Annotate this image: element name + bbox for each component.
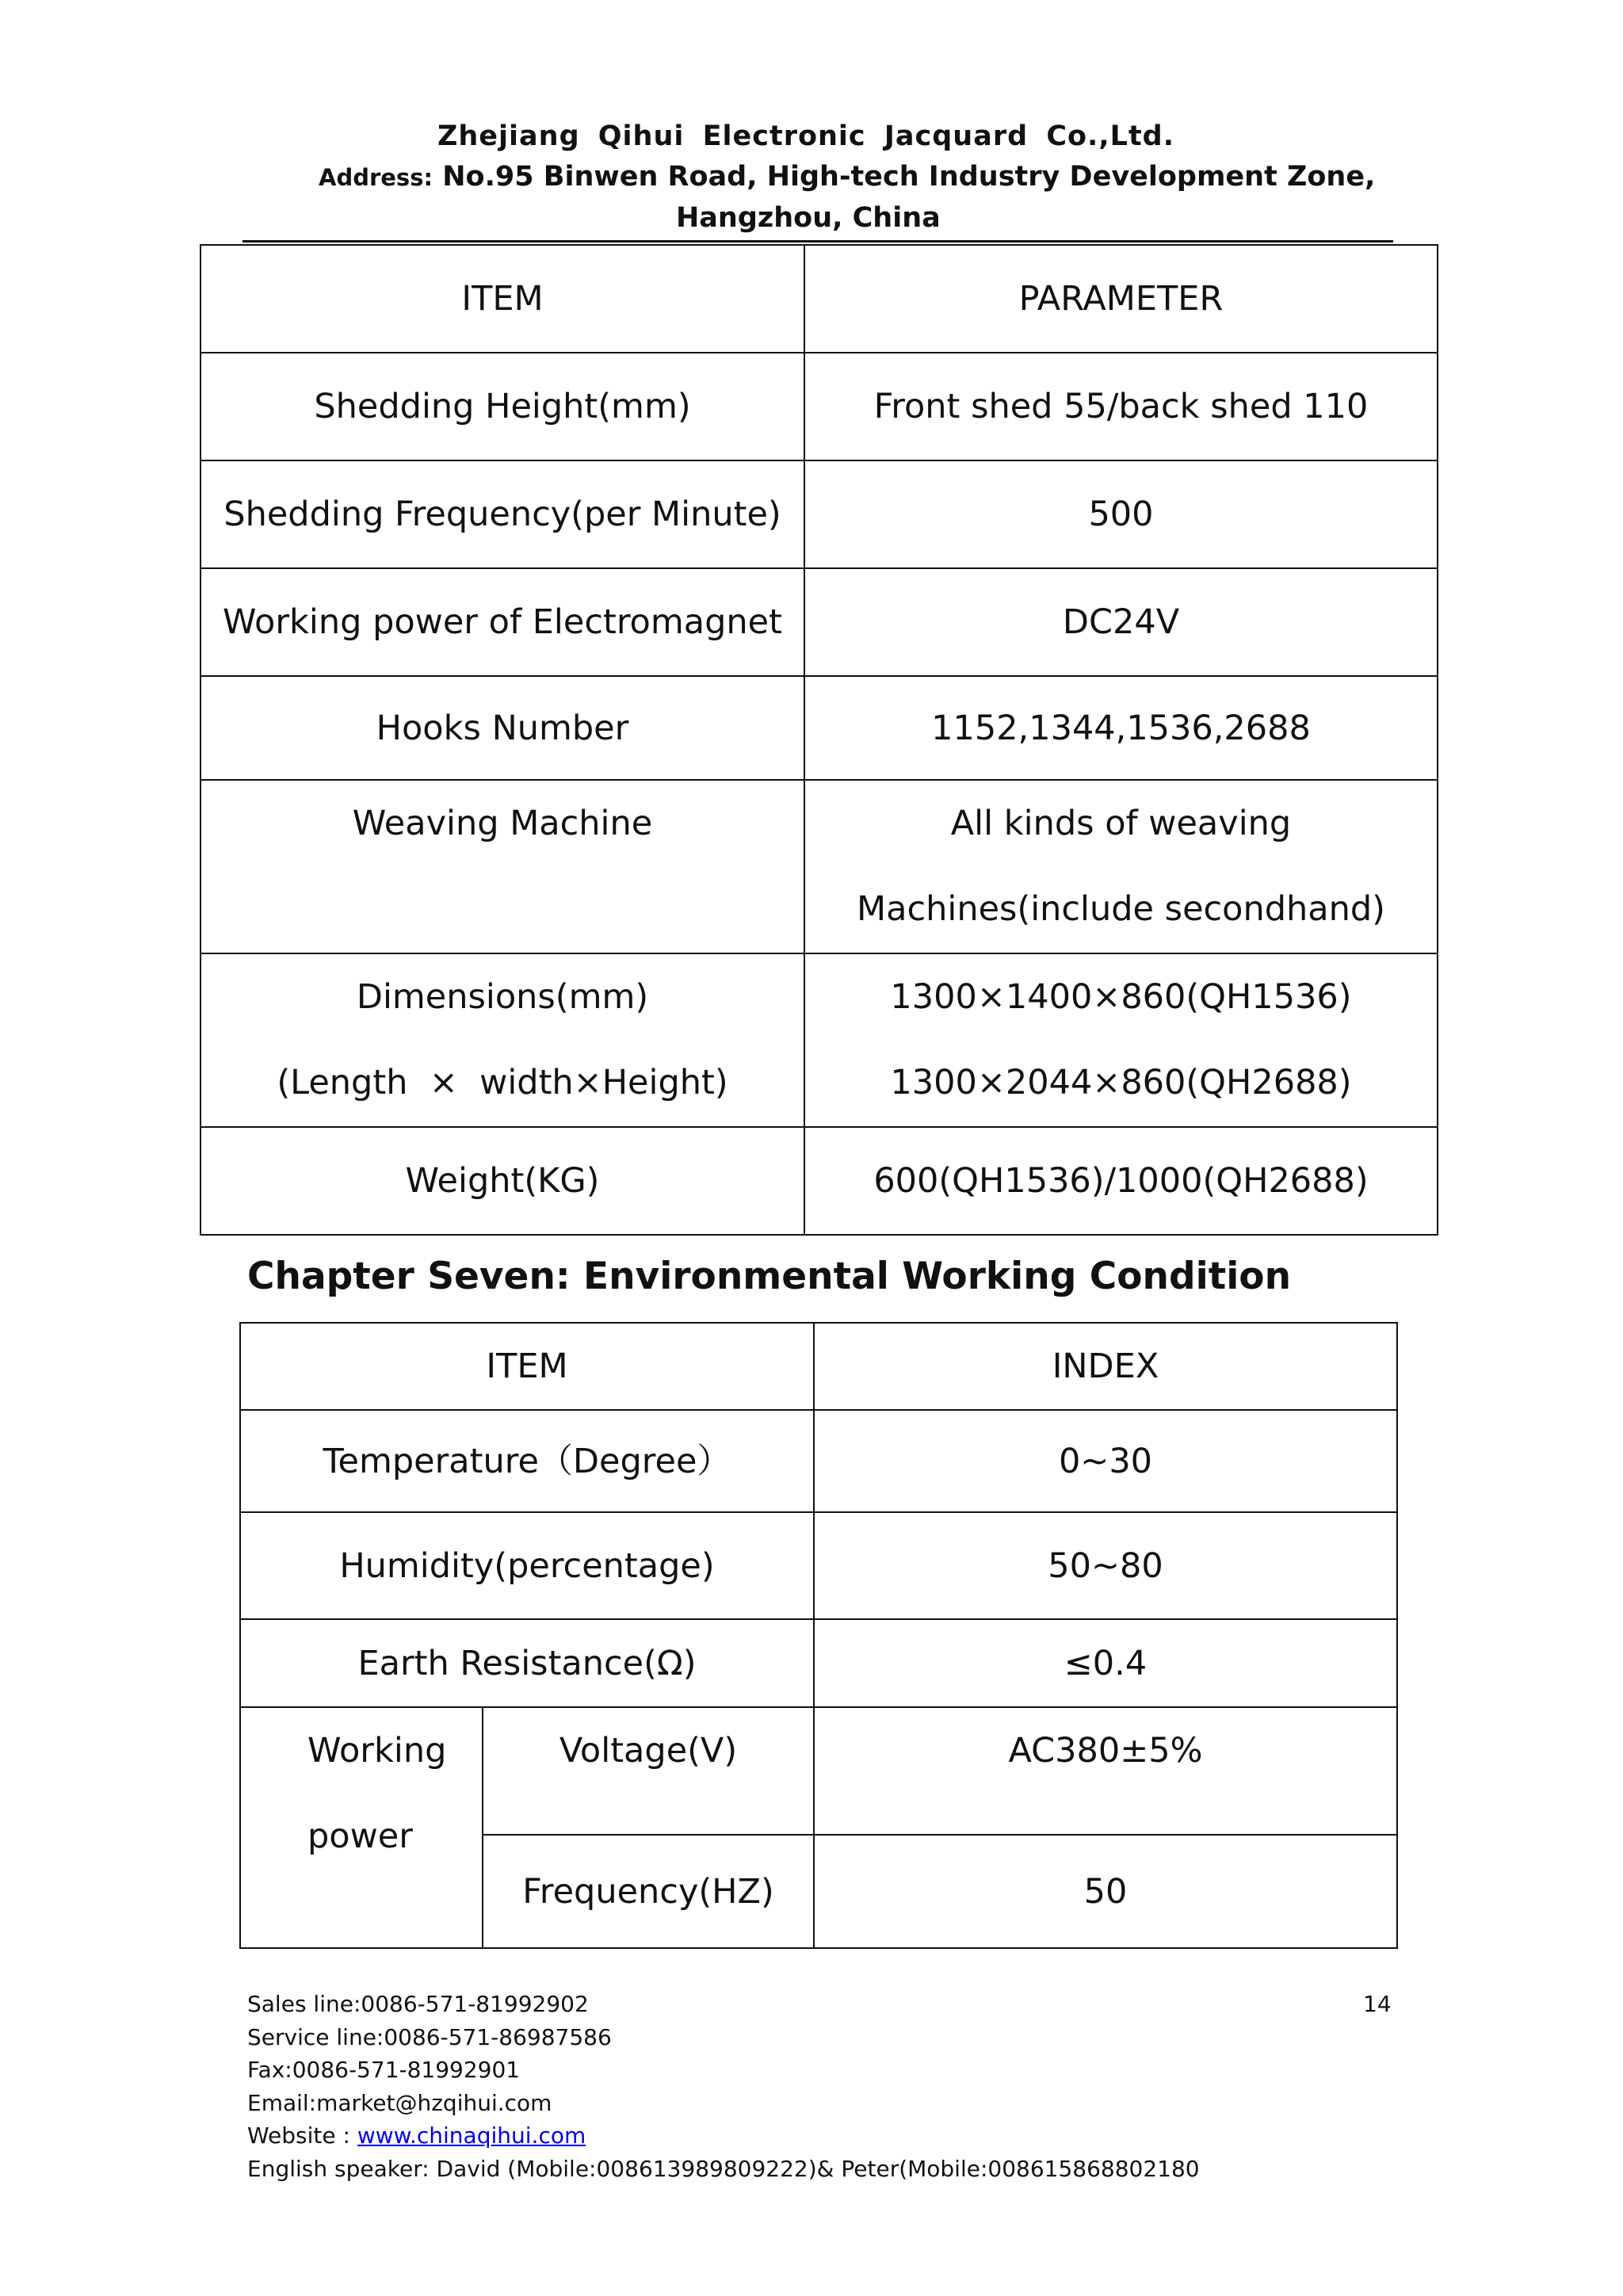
table-header-row bbox=[200, 245, 1438, 353]
table-row bbox=[200, 568, 1438, 676]
working-power-line: power bbox=[307, 1817, 413, 1856]
row-item-cell: Temperature（Degree） bbox=[240, 1410, 814, 1512]
row-value-cell: Front shed 55/back shed 110 bbox=[804, 353, 1438, 460]
row-value-cell: 1152,1344,1536,2688 bbox=[804, 676, 1438, 780]
row-value-cell: 50~80 bbox=[814, 1512, 1397, 1619]
website-label: Website : bbox=[247, 2122, 357, 2149]
row-item-cell: Earth Resistance(Ω) bbox=[240, 1619, 814, 1707]
value-line: 1300×2044×860(QH2688) bbox=[890, 1063, 1352, 1102]
sales-line: Sales line:0086-571-81992902 bbox=[247, 1991, 589, 2017]
table-header-row bbox=[240, 1323, 1397, 1410]
row-value-cell: 600(QH1536)/1000(QH2688) bbox=[804, 1127, 1438, 1235]
row-item-cell: Humidity(percentage) bbox=[240, 1512, 814, 1619]
website-line bbox=[247, 2119, 1200, 2153]
row-value-cell: DC24V bbox=[804, 568, 1438, 676]
table-row bbox=[200, 1127, 1438, 1235]
working-power-line: Working bbox=[307, 1731, 447, 1771]
environment-table bbox=[239, 1322, 1398, 1949]
header-cell-parameter: PARAMETER bbox=[804, 245, 1438, 353]
row-item-cell bbox=[200, 953, 804, 1127]
working-power-cell bbox=[240, 1707, 483, 1948]
value-line: Machines(include secondhand) bbox=[857, 889, 1385, 929]
row-item-cell: Shedding Frequency(per Minute) bbox=[200, 460, 804, 568]
table-row bbox=[240, 1512, 1397, 1619]
company-address bbox=[319, 161, 1623, 193]
email-line: Email:market@hzqihui.com bbox=[247, 2089, 552, 2116]
row-value-cell: 0~30 bbox=[814, 1410, 1397, 1512]
row-item-cell: Weight(KG) bbox=[200, 1127, 804, 1235]
row-value-cell bbox=[804, 953, 1438, 1127]
row-value-cell: ≤0.4 bbox=[814, 1619, 1397, 1707]
row-item-cell: Weaving Machine bbox=[200, 780, 804, 953]
value-line: 1300×1400×860(QH1536) bbox=[890, 977, 1352, 1017]
voltage-value-cell: AC380±5% bbox=[814, 1707, 1397, 1835]
spec-table bbox=[200, 244, 1438, 1236]
item-line: Dimensions(mm) bbox=[356, 977, 649, 1017]
table-row bbox=[200, 676, 1438, 780]
chapter-title: Chapter Seven: Environmental Working Condition bbox=[247, 1255, 1292, 1298]
address-text: No.95 Binwen Road, High-tech Industry Development Zone, bbox=[442, 161, 1376, 193]
table-row bbox=[200, 780, 1438, 953]
row-value-cell: 500 bbox=[804, 460, 1438, 568]
company-name: Zhejiang Qihui Electronic Jacquard Co.,Ltd. bbox=[437, 120, 1175, 152]
header-cell-item: ITEM bbox=[240, 1323, 814, 1410]
english-speaker-line: English speaker: David (Mobile:008613989809222)& Peter(Mobile:008615868802180 bbox=[247, 2155, 1200, 2182]
row-item-cell: Shedding Height(mm) bbox=[200, 353, 804, 460]
frequency-item-cell: Frequency(HZ) bbox=[483, 1835, 814, 1948]
footer-contact bbox=[247, 1988, 1200, 2185]
row-item-cell: Working power of Electromagnet bbox=[200, 568, 804, 676]
header-cell-item: ITEM bbox=[200, 245, 804, 353]
website-link[interactable]: www.chinaqihui.com bbox=[357, 2122, 586, 2149]
address-label: Address: bbox=[319, 164, 433, 191]
row-item-cell: Hooks Number bbox=[200, 676, 804, 780]
value-line: All kinds of weaving bbox=[950, 804, 1292, 843]
frequency-value-cell: 50 bbox=[814, 1835, 1397, 1948]
table-row bbox=[200, 953, 1438, 1127]
table-row bbox=[240, 1619, 1397, 1707]
voltage-item-cell: Voltage(V) bbox=[483, 1707, 814, 1835]
fax-line: Fax:0086-571-81992901 bbox=[247, 2057, 521, 2083]
table-row bbox=[240, 1707, 1397, 1835]
service-line: Service line:0086-571-86987586 bbox=[247, 2023, 612, 2050]
item-line: (Length × width×Height) bbox=[277, 1063, 728, 1102]
table-row bbox=[200, 353, 1438, 460]
table-row bbox=[240, 1410, 1397, 1512]
company-city: Hangzhou, China bbox=[676, 202, 941, 234]
row-value-cell bbox=[804, 780, 1438, 953]
header-divider bbox=[242, 240, 1393, 243]
table-row bbox=[200, 460, 1438, 568]
header-cell-index: INDEX bbox=[814, 1323, 1397, 1410]
page-number: 14 bbox=[1363, 1991, 1392, 2017]
